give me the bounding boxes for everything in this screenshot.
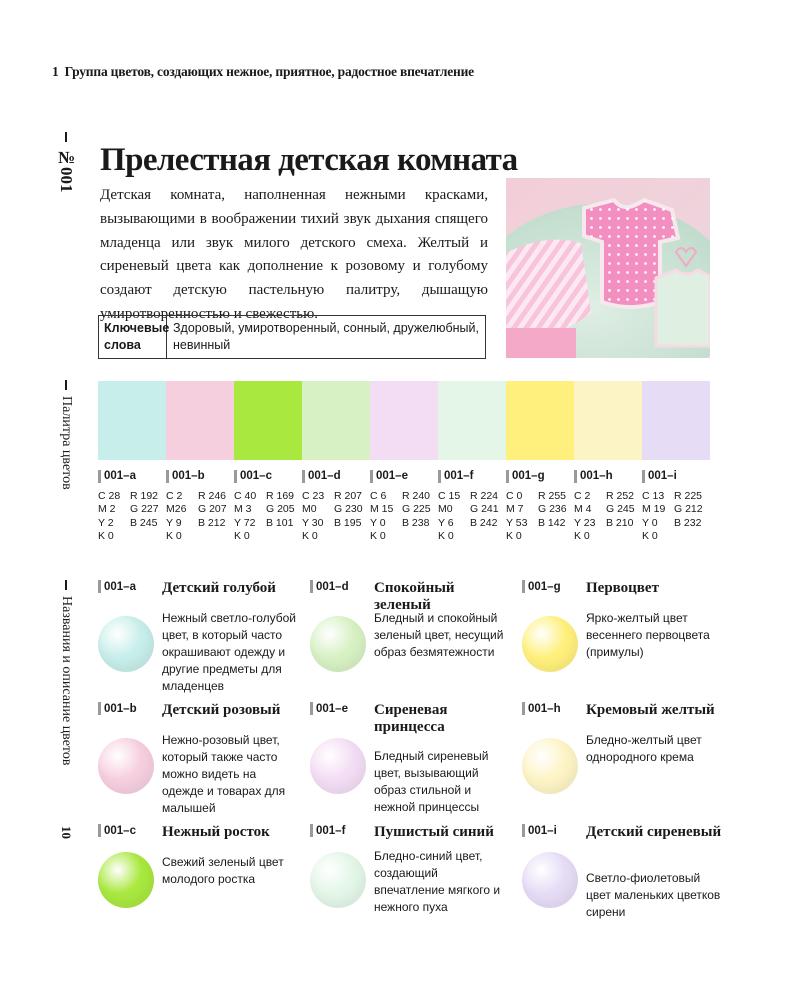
- rgb-value: R 224: [470, 489, 499, 502]
- color-id: 001–b: [172, 470, 205, 482]
- color-card: [522, 824, 722, 939]
- rgb-value: R 207: [334, 489, 363, 502]
- color-description: Бледно-синий цвет, создающий впечатление мягкого и нежного пуха: [374, 849, 501, 914]
- code-row: [234, 503, 302, 517]
- color-card: [522, 702, 722, 817]
- color-id: 001–e: [316, 702, 348, 715]
- label-divider: [65, 580, 67, 590]
- cookies-photo: [506, 178, 710, 358]
- color-id-row: [166, 470, 234, 484]
- rgb-value: R 246: [198, 489, 227, 502]
- rgb-value: B 142: [538, 516, 566, 529]
- label-divider: [65, 132, 67, 142]
- cmyk-value: Y 9: [166, 516, 182, 529]
- code-row: [438, 530, 506, 544]
- color-description: Нежный светло-голубой цвет, в который часто окрашивают одежду и другие предметы для младенцев: [162, 611, 296, 693]
- rgb-value: G 212: [674, 503, 703, 515]
- code-row: [438, 503, 506, 517]
- color-description: Свежий зеленый цвет молодого ростка: [162, 855, 284, 886]
- rgb-value: G 205: [266, 503, 295, 515]
- color-name: Детский розовый: [162, 702, 281, 718]
- code-row: [234, 490, 302, 504]
- color-name: Первоцвет: [586, 580, 659, 596]
- color-sphere: [98, 852, 154, 908]
- cmyk-value: M 7: [506, 503, 524, 515]
- color-code-block: [234, 470, 302, 544]
- id-marker: [166, 470, 169, 483]
- label-divider: [65, 380, 67, 390]
- rgb-value: R 252: [606, 489, 635, 502]
- color-name: Сиреневая принцесса: [374, 702, 448, 735]
- cmyk-value: C 23: [302, 489, 325, 502]
- color-id: 001–f: [444, 470, 474, 482]
- rgb-value: G 245: [606, 503, 635, 515]
- color-id: 001–g: [512, 470, 545, 482]
- code-row: [574, 517, 642, 531]
- code-row: [98, 503, 166, 517]
- color-id-row: [98, 702, 137, 715]
- code-row: [166, 490, 234, 504]
- cmyk-value: Y 0: [642, 516, 658, 529]
- cmyk-value: M0: [302, 503, 317, 515]
- color-description: Бледный и спокойный зеленый цвет, несущий образ безмятежности: [374, 611, 504, 659]
- id-marker: [310, 702, 313, 715]
- color-sphere: [522, 738, 578, 794]
- color-name: Спокойный зеленый: [374, 580, 455, 613]
- code-row: [574, 490, 642, 504]
- color-description: Нежно-розовый цвет, который также часто можно видеть на одежде и товарах для малышей: [162, 733, 286, 815]
- names-section-label: Названия и описание цветов: [56, 580, 76, 765]
- color-palette: [98, 381, 710, 460]
- code-row: [302, 503, 370, 517]
- id-marker: [310, 580, 313, 593]
- cmyk-value: K 0: [438, 530, 454, 542]
- rgb-value: R 169: [266, 489, 295, 502]
- cmyk-value: K 0: [574, 530, 590, 542]
- color-swatch: [642, 381, 710, 460]
- cmyk-value: C 2: [166, 489, 183, 502]
- color-swatch: [438, 381, 506, 460]
- id-marker: [642, 470, 645, 483]
- id-marker: [522, 580, 525, 593]
- code-row: [642, 503, 710, 517]
- id-marker: [522, 824, 525, 837]
- color-card: [310, 824, 510, 939]
- code-row: [574, 503, 642, 517]
- color-sphere: [522, 852, 578, 908]
- cmyk-value: K 0: [98, 530, 114, 542]
- cmyk-value: M 15: [370, 503, 394, 515]
- color-name: Кремовый желтый: [586, 702, 715, 718]
- intro-paragraph: Детская комната, наполненная нежными красками, вызывающими в воображении тихий звук дыхания спящего младенца или звук милого детского смеха. Желтый и сиреневый цвета как дополнение к розовому и голубому создают детскую пастельную палитру, дышащую умиротворенностью и свежестью.: [100, 187, 488, 322]
- palette-section-label: Палитра цветов: [56, 380, 76, 490]
- rgb-value: B 101: [266, 516, 294, 529]
- color-card: [98, 702, 298, 817]
- color-swatch: [506, 381, 574, 460]
- id-marker: [522, 702, 525, 715]
- color-sphere: [522, 616, 578, 672]
- cmyk-value: K 0: [642, 530, 658, 542]
- running-header: [52, 64, 474, 80]
- rgb-value: R 192: [130, 489, 159, 502]
- id-marker: [98, 702, 101, 715]
- rgb-value: G 236: [538, 503, 567, 515]
- color-code-block: [506, 470, 574, 544]
- code-row: [574, 530, 642, 544]
- code-row: [438, 517, 506, 531]
- color-id: 001–h: [528, 702, 561, 715]
- color-id-row: [506, 470, 574, 484]
- rgb-value: B 238: [402, 516, 430, 529]
- color-id-row: [302, 470, 370, 484]
- color-id: 001–b: [104, 702, 137, 715]
- color-id: 001–a: [104, 580, 136, 593]
- id-marker: [98, 824, 101, 837]
- color-description: Бледный сиреневый цвет, вызывающий образ стильной и нежной принцессы: [374, 749, 489, 814]
- cmyk-value: M 2: [98, 503, 116, 515]
- cmyk-value: M 4: [574, 503, 592, 515]
- color-code-block: [370, 470, 438, 544]
- cmyk-value: C 15: [438, 489, 461, 502]
- code-row: [98, 517, 166, 531]
- color-name: Пушистый синий: [374, 824, 494, 840]
- cmyk-value: C 28: [98, 489, 121, 502]
- color-id: 001–d: [316, 580, 349, 593]
- color-id-row: [522, 702, 561, 715]
- code-row: [642, 490, 710, 504]
- id-marker: [370, 470, 373, 483]
- color-swatch: [574, 381, 642, 460]
- color-code-block: [302, 470, 370, 544]
- cmyk-value: Y 30: [302, 516, 324, 529]
- color-id: 001–i: [528, 824, 557, 837]
- code-row: [234, 517, 302, 531]
- cmyk-value: C 2: [574, 489, 591, 502]
- code-row: [98, 530, 166, 544]
- color-id: 001–i: [648, 470, 677, 482]
- rgb-value: R 255: [538, 489, 567, 502]
- rgb-value: B 210: [606, 516, 634, 529]
- code-row: [506, 530, 574, 544]
- color-code-block: [166, 470, 234, 544]
- color-id-row: [310, 824, 345, 837]
- keywords-text: Здоровый, умиротворенный, сонный, дружелюбный, невинный: [173, 321, 479, 352]
- color-swatch: [234, 381, 302, 460]
- cmyk-value: Y 53: [506, 516, 528, 529]
- id-marker: [438, 470, 441, 483]
- color-id-row: [310, 580, 349, 593]
- color-id-row: [234, 470, 302, 484]
- color-id-row: [522, 824, 557, 837]
- rgb-value: R 225: [674, 489, 703, 502]
- cmyk-value: C 6: [370, 489, 387, 502]
- keywords-box: [98, 315, 486, 359]
- color-sphere: [98, 616, 154, 672]
- color-id-row: [574, 470, 642, 484]
- rgb-value: B 242: [470, 516, 498, 529]
- code-row: [302, 490, 370, 504]
- color-card: [310, 580, 510, 695]
- rgb-value: B 232: [674, 516, 702, 529]
- code-row: [642, 517, 710, 531]
- code-row: [166, 503, 234, 517]
- code-row: [370, 517, 438, 531]
- cmyk-value: Y 23: [574, 516, 596, 529]
- color-id-row: [438, 470, 506, 484]
- cmyk-value: Y 0: [370, 516, 386, 529]
- color-code-block: [98, 470, 166, 544]
- code-row: [98, 490, 166, 504]
- color-id: 001–f: [316, 824, 346, 837]
- cmyk-value: K 0: [370, 530, 386, 542]
- rgb-value: G 227: [130, 503, 159, 515]
- keywords-label: Ключевые слова: [99, 316, 167, 358]
- cmyk-value: K 0: [166, 530, 182, 542]
- code-row: [506, 517, 574, 531]
- code-row: [234, 530, 302, 544]
- cmyk-value: Y 6: [438, 516, 454, 529]
- color-swatch: [302, 381, 370, 460]
- color-sphere: [310, 616, 366, 672]
- color-id: 001–a: [104, 470, 136, 482]
- color-id-row: [98, 824, 136, 837]
- color-card: [522, 580, 722, 695]
- color-card: [310, 702, 510, 817]
- color-id-row: [310, 702, 348, 715]
- color-description: Светло-фиолетовый цвет маленьких цветков сирени: [586, 871, 721, 919]
- cmyk-value: M26: [166, 503, 187, 515]
- code-row: [370, 490, 438, 504]
- cmyk-value: M 3: [234, 503, 252, 515]
- color-sphere: [310, 738, 366, 794]
- cmyk-value: K 0: [506, 530, 522, 542]
- rgb-value: G 241: [470, 503, 499, 515]
- page-number: 10: [59, 826, 74, 839]
- rgb-value: G 225: [402, 503, 431, 515]
- code-row: [370, 503, 438, 517]
- rgb-value: B 212: [198, 516, 226, 529]
- color-id-row: [98, 580, 136, 593]
- color-id: 001–h: [580, 470, 613, 482]
- color-id-row: [370, 470, 438, 484]
- code-row: [506, 503, 574, 517]
- id-marker: [506, 470, 509, 483]
- color-id: 001–d: [308, 470, 341, 482]
- color-description: Ярко-желтый цвет весеннего первоцвета (примулы): [586, 611, 710, 659]
- color-id: 001–g: [528, 580, 561, 593]
- code-row: [506, 490, 574, 504]
- color-card: [98, 580, 298, 695]
- color-name: Детский голубой: [162, 580, 276, 596]
- color-code-block: [642, 470, 710, 544]
- cmyk-value: M0: [438, 503, 453, 515]
- color-id-row: [642, 470, 710, 484]
- color-swatch: [370, 381, 438, 460]
- cmyk-value: M 19: [642, 503, 666, 515]
- color-id-row: [98, 470, 166, 484]
- id-marker: [310, 824, 313, 837]
- code-row: [302, 517, 370, 531]
- rgb-value: B 245: [130, 516, 158, 529]
- color-name: Нежный росток: [162, 824, 270, 840]
- id-marker: [234, 470, 237, 483]
- cmyk-value: C 13: [642, 489, 665, 502]
- code-row: [438, 490, 506, 504]
- color-id: 001–c: [104, 824, 136, 837]
- rgb-value: R 240: [402, 489, 431, 502]
- cmyk-value: Y 72: [234, 516, 256, 529]
- color-code-block: [438, 470, 506, 544]
- code-row: [166, 530, 234, 544]
- id-marker: [98, 470, 101, 483]
- rgb-value: G 207: [198, 503, 227, 515]
- code-row: [302, 530, 370, 544]
- cmyk-value: C 40: [234, 489, 257, 502]
- color-id: 001–c: [240, 470, 272, 482]
- cmyk-value: C 0: [506, 489, 523, 502]
- id-marker: [574, 470, 577, 483]
- color-id-row: [522, 580, 561, 593]
- color-sphere: [310, 852, 366, 908]
- code-row: [166, 517, 234, 531]
- color-sphere: [98, 738, 154, 794]
- rgb-value: G 230: [334, 503, 363, 515]
- cmyk-value: Y 2: [98, 516, 114, 529]
- code-row: [370, 530, 438, 544]
- color-card: [98, 824, 298, 939]
- cmyk-value: K 0: [234, 530, 250, 542]
- color-description: Бледно-желтый цвет однородного крема: [586, 733, 702, 764]
- cmyk-value: K 0: [302, 530, 318, 542]
- page-title: Прелестная детская комната: [100, 142, 518, 178]
- rgb-value: B 195: [334, 516, 362, 529]
- color-id: 001–e: [376, 470, 408, 482]
- chapter-number: 1: [52, 64, 59, 79]
- code-row: [642, 530, 710, 544]
- color-code-block: [574, 470, 642, 544]
- chapter-title: Группа цветов, создающих нежное, приятное, радостное впечатление: [64, 64, 474, 79]
- id-marker: [98, 580, 101, 593]
- color-name: Детский сиреневый: [586, 824, 722, 840]
- color-swatch: [166, 381, 234, 460]
- id-marker: [302, 470, 305, 483]
- entry-number-label: №001: [56, 132, 76, 193]
- color-swatch: [98, 381, 166, 460]
